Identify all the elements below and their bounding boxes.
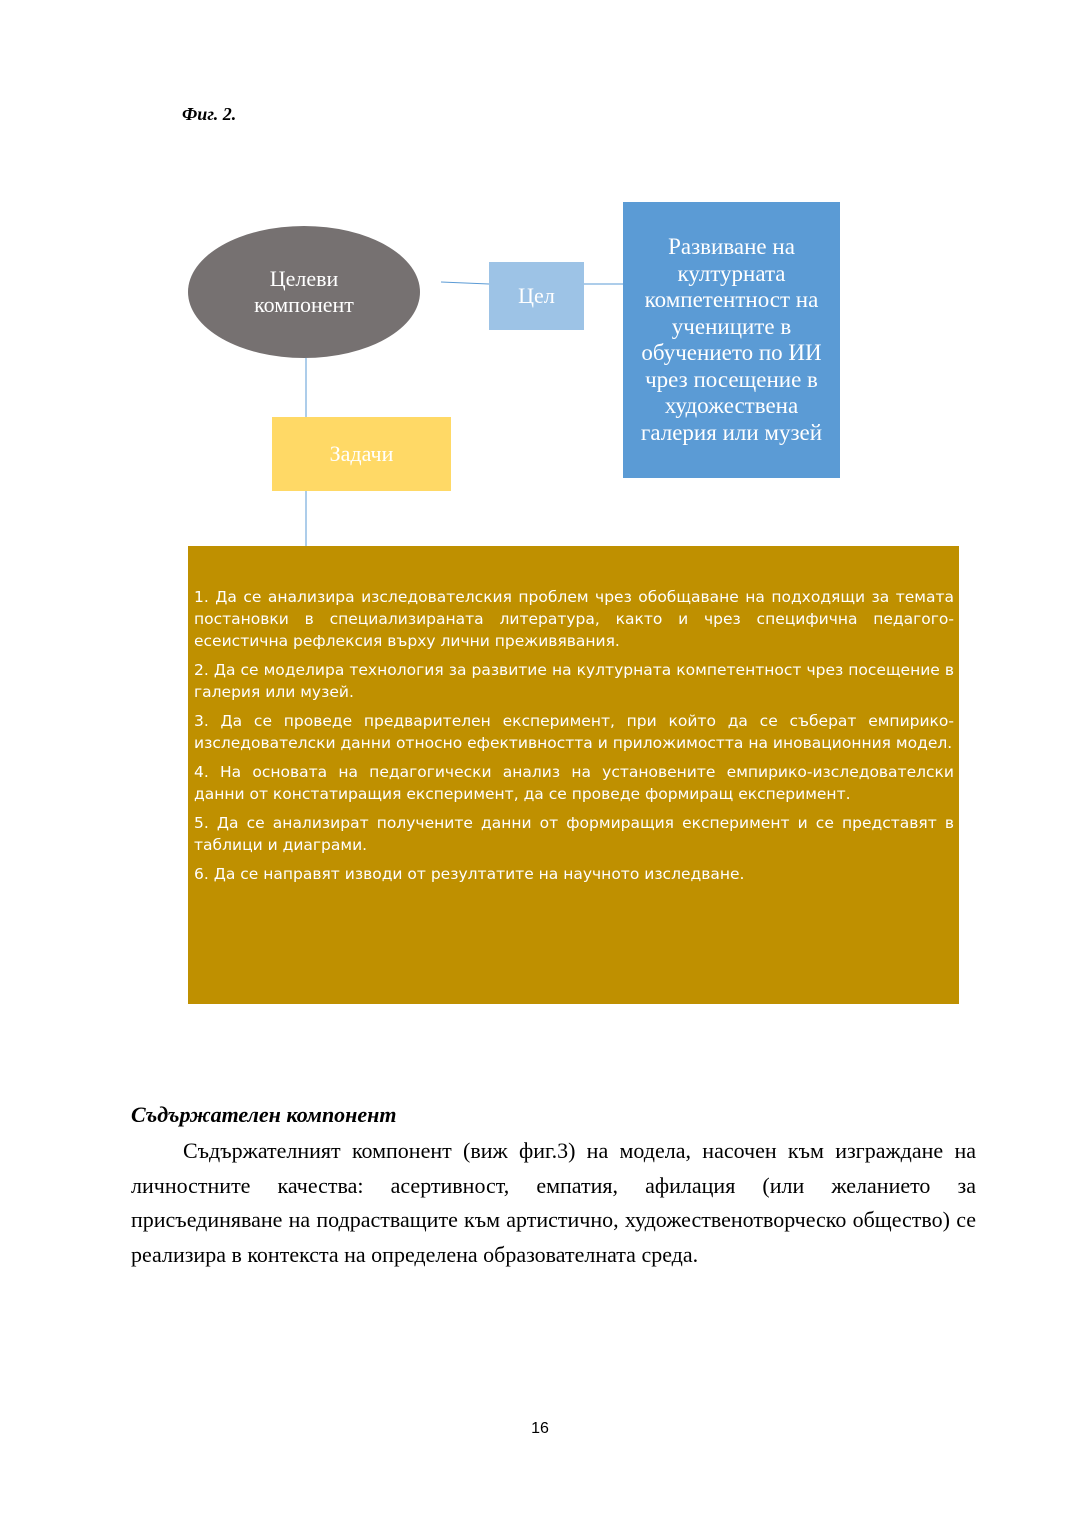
central-component-label: Целеви компонент [254,266,354,317]
goal-description: Развиване на културната компетентност на учениците в обучението по ИИ чрез посещение в художествена галерия или музей [640,234,823,445]
page-number: 16 [531,1420,549,1437]
connector-ellipse-goal [441,282,489,284]
section-title: Съдържателен компонент [131,1102,397,1127]
section-paragraph: Съдържателният компонент (виж фиг.3) на модела, насочен към изграждане на личностните качества: асертивност, емпатия, афилация (или желанието за присъединяване на подрастващите към артистично, художественотворческо общество) се реализира в контекста на определена образователната среда. [131,1138,976,1267]
task-item: 2. Да се моделира технология за развитие на културната компетентност чрез посещение в галерия или музей. [194,661,954,701]
task-item: 5. Да се анализират получените данни от формиращия експеримент и се представят в таблици и диаграми. [194,814,954,854]
task-item: 4. На основата на педагогически анализ на установените емпирико-изследователски данни от констатиращия експеримент, да се проведе формиращ експеримент. [194,763,954,803]
tasks-list-node [188,546,959,1004]
goal-description-node [623,202,840,478]
task-item: 3. Да се проведе предварителен експеримент, при който да се съберат емпирико-изследователски данни относно ефективността и приложимостта на иновационния модел. [194,712,954,752]
central-component-node [188,226,420,358]
tasks-label-node [272,417,451,491]
tasks-label: Задачи [329,441,394,466]
task-item: 1. Да се анализира изследователския проблем чрез обобщаване на подходящи за темата постановки в специализираната литература, както и чрез специфична педагого-есеистична рефлексия върху лични преживявания. [194,588,954,650]
task-item: 6. Да се направят изводи от резултатите на научното изследване. [194,865,745,883]
goal-label: Цел [518,283,555,308]
goal-label-node [489,262,584,330]
figure-label: Фиг. 2. [182,104,237,124]
